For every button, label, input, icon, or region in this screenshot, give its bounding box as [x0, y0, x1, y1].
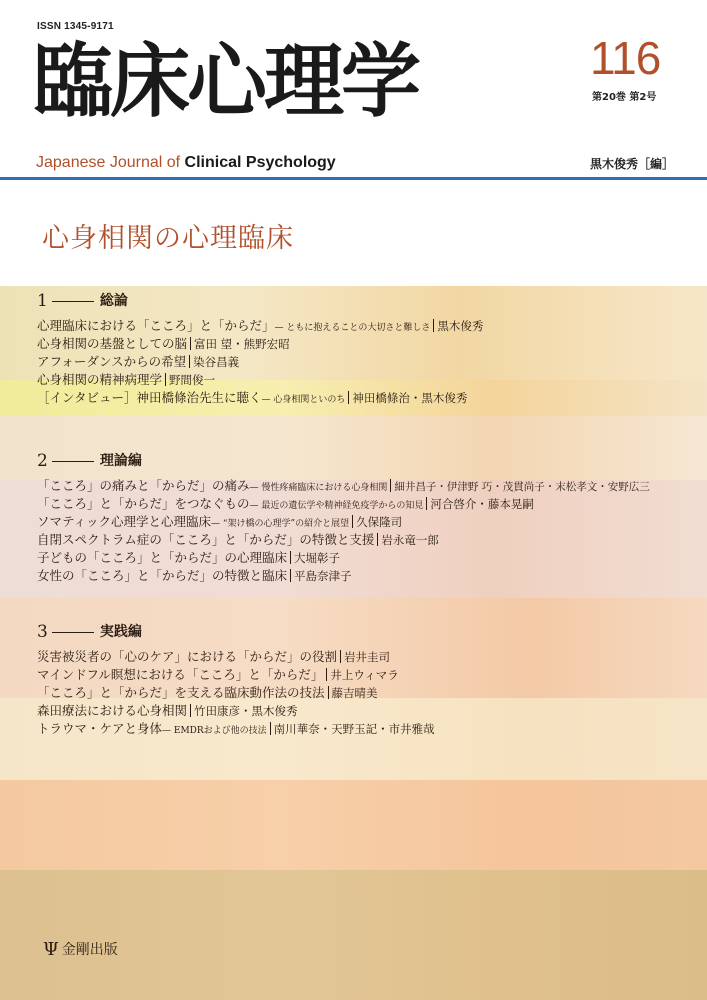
band-7 [0, 870, 707, 1000]
item-authors: 久保隆司 [356, 515, 403, 529]
english-title-bold: Clinical Psychology [184, 154, 336, 171]
toc-item [37, 495, 534, 515]
item-title: 心理臨床における「こころ」と「からだ」 [37, 318, 275, 333]
item-separator [377, 533, 378, 546]
item-title: 「こころ」と「からだ」を支える臨床動作法の技法 [37, 685, 325, 700]
item-authors: 南川華奈・天野玉記・市井雅哉 [273, 722, 435, 736]
item-separator [189, 355, 190, 368]
item-separator [328, 686, 329, 699]
toc-item [37, 477, 650, 497]
header-rule [0, 177, 707, 180]
item-authors: 岩井圭司 [344, 650, 391, 664]
band-6 [0, 780, 707, 870]
toc-item [37, 531, 439, 549]
item-separator [165, 373, 166, 386]
section-heading [37, 621, 142, 642]
item-separator [290, 569, 291, 582]
issue-number: 116 [590, 32, 661, 84]
item-authors: 細井昌子・伊津野 巧・茂貫尚子・末松孝文・安野広三 [394, 481, 650, 493]
publisher [43, 939, 118, 960]
item-separator [433, 319, 434, 332]
toc-item [37, 666, 399, 684]
toc-item [37, 549, 340, 567]
item-subtitle: — ともに抱えることの大切さと難しさ [274, 323, 431, 333]
item-title: ［インタビュー］神田橋條治先生に聴く [37, 390, 262, 405]
toc-item [37, 567, 352, 585]
toc-item [37, 513, 402, 533]
item-separator [352, 515, 353, 528]
item-separator [326, 668, 327, 681]
publisher-name: 金剛出版 [61, 942, 118, 958]
section-dash [52, 461, 94, 462]
item-title: アフォーダンスからの希望 [37, 354, 187, 369]
item-title: 子どもの「こころ」と「からだ」の心理臨床 [37, 550, 288, 565]
item-separator [340, 650, 341, 663]
english-title-prefix: Japanese Journal of [36, 154, 185, 171]
item-title: ソマティック心理学と心理臨床 [37, 514, 212, 529]
section-number: 3 [37, 622, 48, 642]
cover-header [0, 0, 707, 178]
toc-item [37, 371, 215, 389]
item-authors: 岩永竜一郎 [381, 533, 439, 547]
section-name: 理論編 [99, 453, 142, 469]
item-authors: 藤吉晴美 [331, 686, 378, 700]
item-title: マインドフル瞑想における「こころ」と「からだ」 [37, 667, 324, 682]
item-authors: 竹田康彦・黒木俊秀 [194, 704, 298, 718]
item-authors: 野間俊一 [169, 373, 216, 387]
item-subtitle: — 最近の遺伝学や精神経免疫学からの知見 [249, 501, 424, 511]
feature-title: 心身相関の心理臨床 [42, 223, 294, 254]
item-title: 「こころ」の痛みと「からだ」の痛み [37, 478, 250, 493]
toc-item [37, 702, 298, 720]
item-subtitle: — 心身相関といのち [261, 395, 346, 405]
section-name: 実践編 [99, 624, 142, 640]
item-authors: 神田橋條治・黒木俊秀 [352, 391, 468, 405]
toc-item [37, 335, 290, 353]
issn: ISSN 1345-9171 [37, 21, 114, 32]
publisher-logo-icon: Ψ [43, 939, 59, 960]
section-heading [37, 450, 142, 471]
item-separator [290, 551, 291, 564]
item-authors: 染谷昌義 [193, 355, 240, 369]
item-separator [270, 722, 271, 735]
item-title: 「こころ」と「からだ」をつなぐもの [37, 496, 250, 511]
item-title: 災害被災者の「心のケア」における「からだ」の役割 [37, 649, 338, 664]
item-title: トラウマ・ケアと身体 [37, 721, 163, 736]
item-separator [190, 704, 191, 717]
item-title: 女性の「こころ」と「からだ」の特徴と臨床 [37, 568, 288, 583]
volume-number: 第20巻 第2号 [592, 92, 657, 103]
item-separator [348, 391, 349, 404]
toc-item [37, 720, 435, 740]
toc-item [37, 353, 239, 371]
item-authors: 河合啓介・藤本晃嗣 [430, 497, 534, 511]
section-dash [52, 301, 94, 302]
english-title [36, 154, 336, 172]
item-title: 心身相関の基盤としての脳 [37, 336, 188, 351]
item-authors: 井上ウィマラ [330, 668, 399, 682]
toc-item [37, 684, 378, 702]
item-title: 心身相関の精神病理学 [37, 372, 163, 387]
journal-title: 臨床心理学 [33, 35, 418, 128]
toc-item [37, 389, 467, 409]
item-separator [190, 337, 191, 350]
item-separator [390, 479, 391, 492]
item-authors: 富田 望・熊野宏昭 [194, 337, 290, 351]
section-dash [52, 632, 94, 633]
editor: 黒木俊秀［編］ [590, 157, 675, 171]
item-authors: 黒木俊秀 [437, 319, 484, 333]
toc-item [37, 648, 390, 666]
item-authors: 大堀彰子 [294, 551, 341, 565]
item-authors: 平島奈津子 [294, 569, 352, 583]
item-title: 森田療法における心身相関 [37, 703, 188, 718]
section-heading [37, 290, 128, 311]
toc-item [37, 317, 483, 337]
item-title: 自閉スペクトラム症の「こころ」と「からだ」の特徴と支援 [37, 532, 375, 547]
section-name: 総論 [99, 293, 128, 309]
item-subtitle: — “架け橋の心理学”の紹介と展望 [211, 519, 350, 529]
item-separator [426, 497, 427, 510]
item-subtitle: — EMDRおよび他の技法 [162, 726, 267, 736]
item-subtitle: — 慢性疼痛臨床における心身相関 [249, 483, 388, 493]
section-number: 2 [37, 451, 48, 471]
section-number: 1 [37, 291, 48, 311]
